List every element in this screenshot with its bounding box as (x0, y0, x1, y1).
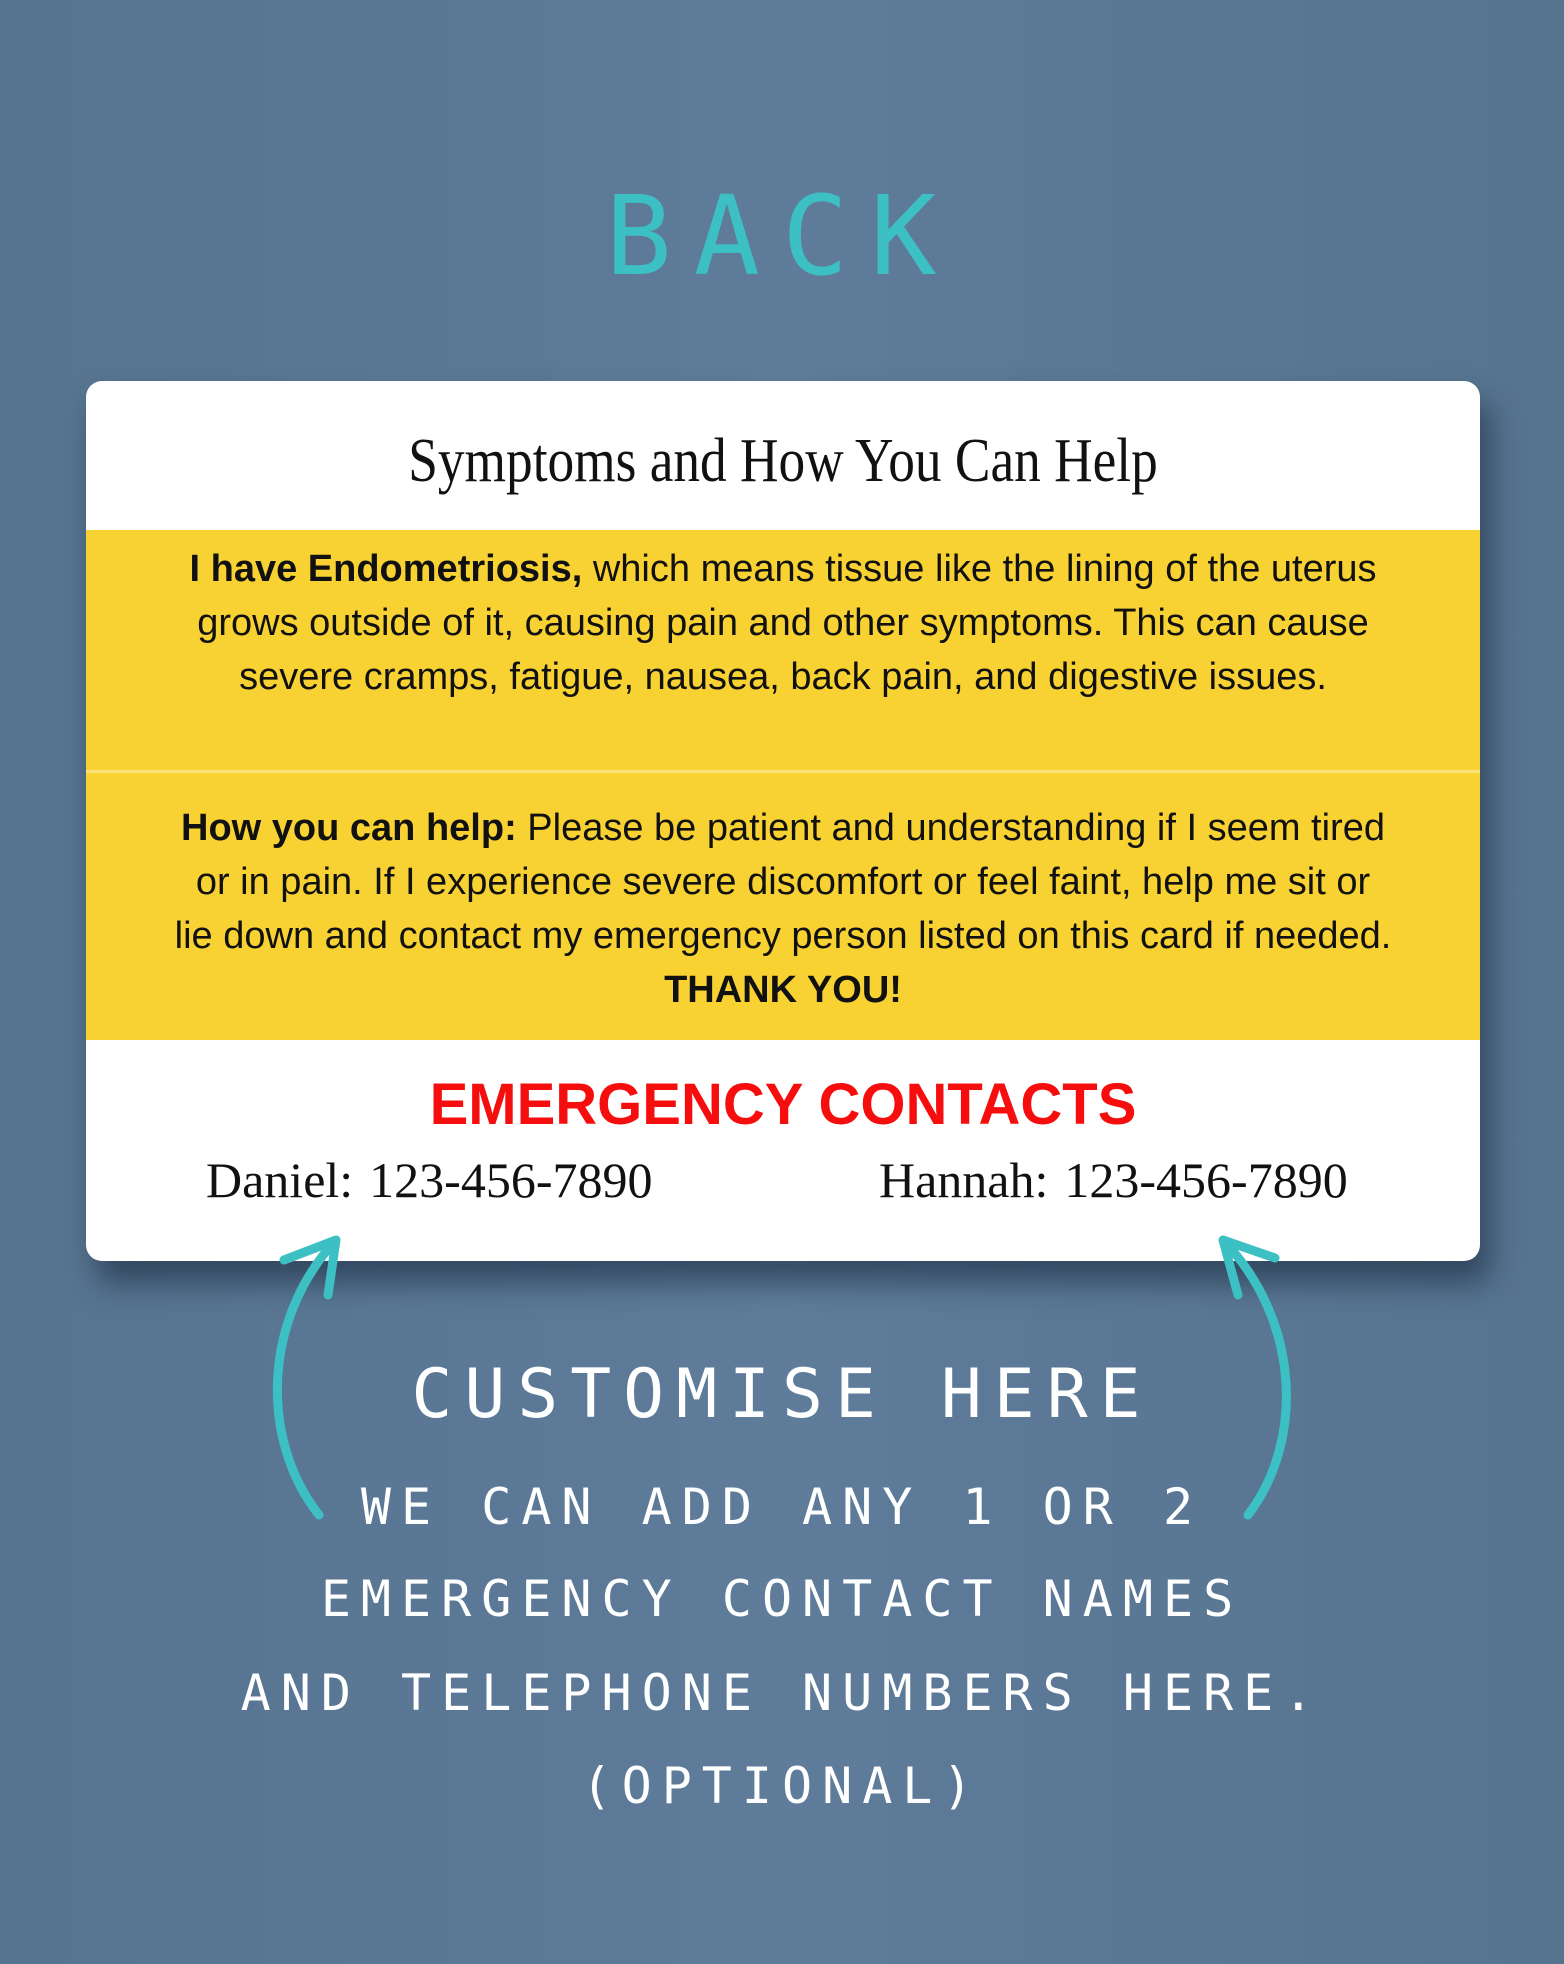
help-bold: How you can help: (181, 807, 517, 849)
back-heading: BACK (605, 172, 959, 300)
contact-name: Hannah: (879, 1152, 1049, 1208)
condition-bold: I have Endometriosis, (189, 548, 583, 590)
contact-phone: 123-456-7890 (1064, 1152, 1348, 1208)
contact-phone: 123-456-7890 (369, 1152, 653, 1208)
customise-line: WE CAN ADD ANY 1 OR 2 (360, 1478, 1204, 1536)
card-title: Symptoms and How You Can Help (408, 427, 1158, 495)
customise-line: AND TELEPHONE NUMBERS HERE. (240, 1664, 1324, 1722)
contact-name: Daniel: (206, 1152, 354, 1208)
help-text: Please be patient and understanding if I seem tired or in pain. If I experience severe discomfort or feel faint, help me sit or lie down and contact my emergency person listed on this card if needed. (174, 807, 1392, 957)
customise-line: EMERGENCY CONTACT NAMES (320, 1570, 1244, 1628)
thank-you: THANK YOU! (664, 969, 902, 1011)
customise-title: CUSTOMISE HERE (411, 1355, 1153, 1434)
condition-text: which means tissue like the lining of the uterus grows outside of it, causing pain and other symptoms. This can cause severe cramps, fatigue, nausea, back pain, and digestive issues. (197, 548, 1377, 698)
customise-line: (OPTIONAL) (581, 1757, 983, 1815)
emergency-contacts-title: EMERGENCY CONTACTS (429, 1072, 1137, 1137)
